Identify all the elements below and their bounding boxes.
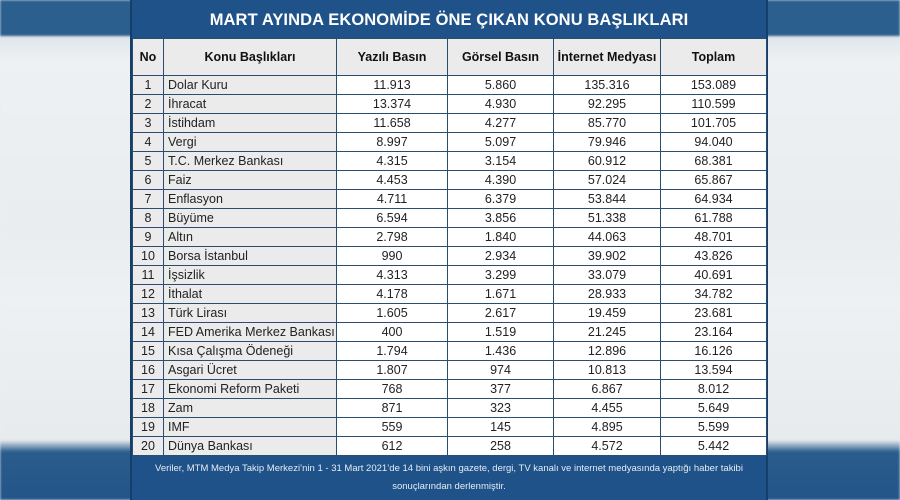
row-gorsel-basin: 145 [448, 418, 554, 437]
header-yazili-basin: Yazılı Basın [337, 39, 448, 76]
row-topic: Dünya Bankası [164, 437, 337, 456]
row-toplam: 13.594 [661, 361, 767, 380]
table-row [133, 228, 767, 247]
row-internet-medyasi: 92.295 [554, 95, 661, 114]
row-gorsel-basin: 3.299 [448, 266, 554, 285]
row-toplam: 68.381 [661, 152, 767, 171]
row-gorsel-basin: 1.519 [448, 323, 554, 342]
row-internet-medyasi: 51.338 [554, 209, 661, 228]
table-row [133, 285, 767, 304]
row-no: 12 [133, 285, 164, 304]
row-internet-medyasi: 57.024 [554, 171, 661, 190]
row-toplam: 5.599 [661, 418, 767, 437]
table-row [133, 266, 767, 285]
row-internet-medyasi: 19.459 [554, 304, 661, 323]
row-gorsel-basin: 1.436 [448, 342, 554, 361]
row-no: 6 [133, 171, 164, 190]
row-no: 8 [133, 209, 164, 228]
row-internet-medyasi: 4.572 [554, 437, 661, 456]
row-internet-medyasi: 60.912 [554, 152, 661, 171]
row-toplam: 16.126 [661, 342, 767, 361]
table-row [133, 380, 767, 399]
row-gorsel-basin: 2.934 [448, 247, 554, 266]
row-topic: Altın [164, 228, 337, 247]
row-yazili-basin: 1.605 [337, 304, 448, 323]
row-no: 17 [133, 380, 164, 399]
row-yazili-basin: 400 [337, 323, 448, 342]
row-internet-medyasi: 4.895 [554, 418, 661, 437]
row-no: 10 [133, 247, 164, 266]
row-toplam: 5.649 [661, 399, 767, 418]
row-yazili-basin: 4.178 [337, 285, 448, 304]
row-yazili-basin: 4.313 [337, 266, 448, 285]
table-row [133, 152, 767, 171]
page-title: MART AYINDA EKONOMİDE ÖNE ÇIKAN KONU BAŞLIKLARI [209, 11, 689, 29]
row-topic: Borsa İstanbul [164, 247, 337, 266]
row-yazili-basin: 11.913 [337, 76, 448, 95]
row-toplam: 8.012 [661, 380, 767, 399]
row-toplam: 94.040 [661, 133, 767, 152]
row-gorsel-basin: 258 [448, 437, 554, 456]
row-topic: Asgari Ücret [164, 361, 337, 380]
blurred-background-left [0, 0, 135, 500]
row-internet-medyasi: 79.946 [554, 133, 661, 152]
row-yazili-basin: 871 [337, 399, 448, 418]
row-toplam: 23.164 [661, 323, 767, 342]
source-note [132, 456, 766, 496]
row-no: 13 [133, 304, 164, 323]
row-gorsel-basin: 1.840 [448, 228, 554, 247]
row-yazili-basin: 4.711 [337, 190, 448, 209]
header-internet-medyasi: İnternet Medyası [554, 39, 661, 76]
infographic-panel [130, 0, 768, 500]
row-no: 5 [133, 152, 164, 171]
row-no: 16 [133, 361, 164, 380]
row-topic: Faiz [164, 171, 337, 190]
table-row [133, 133, 767, 152]
row-gorsel-basin: 3.154 [448, 152, 554, 171]
row-yazili-basin: 4.315 [337, 152, 448, 171]
table-row [133, 418, 767, 437]
row-no: 2 [133, 95, 164, 114]
row-internet-medyasi: 33.079 [554, 266, 661, 285]
row-internet-medyasi: 12.896 [554, 342, 661, 361]
table-row [133, 361, 767, 380]
row-topic: İhracat [164, 95, 337, 114]
row-gorsel-basin: 3.856 [448, 209, 554, 228]
row-no: 9 [133, 228, 164, 247]
row-toplam: 101.705 [661, 114, 767, 133]
row-yazili-basin: 612 [337, 437, 448, 456]
row-yazili-basin: 768 [337, 380, 448, 399]
row-no: 3 [133, 114, 164, 133]
row-topic: Zam [164, 399, 337, 418]
row-topic: Kısa Çalışma Ödeneği [164, 342, 337, 361]
row-no: 18 [133, 399, 164, 418]
row-internet-medyasi: 6.867 [554, 380, 661, 399]
row-yazili-basin: 1.794 [337, 342, 448, 361]
header-topic: Konu Başlıkları [164, 39, 337, 76]
row-yazili-basin: 8.997 [337, 133, 448, 152]
table-row [133, 437, 767, 456]
row-toplam: 110.599 [661, 95, 767, 114]
header-toplam: Toplam [661, 39, 767, 76]
row-gorsel-basin: 4.930 [448, 95, 554, 114]
row-gorsel-basin: 4.277 [448, 114, 554, 133]
row-no: 14 [133, 323, 164, 342]
row-internet-medyasi: 10.813 [554, 361, 661, 380]
table-row [133, 76, 767, 95]
row-topic: Vergi [164, 133, 337, 152]
row-toplam: 61.788 [661, 209, 767, 228]
row-gorsel-basin: 4.390 [448, 171, 554, 190]
row-topic: Dolar Kuru [164, 76, 337, 95]
row-no: 19 [133, 418, 164, 437]
row-gorsel-basin: 377 [448, 380, 554, 399]
row-toplam: 40.691 [661, 266, 767, 285]
table-row [133, 323, 767, 342]
table-row [133, 304, 767, 323]
table-header-row [133, 39, 767, 76]
row-topic: Enflasyon [164, 190, 337, 209]
row-toplam: 153.089 [661, 76, 767, 95]
row-yazili-basin: 2.798 [337, 228, 448, 247]
row-toplam: 65.867 [661, 171, 767, 190]
row-no: 20 [133, 437, 164, 456]
row-gorsel-basin: 974 [448, 361, 554, 380]
topics-table [132, 38, 767, 456]
table-row [133, 209, 767, 228]
row-internet-medyasi: 85.770 [554, 114, 661, 133]
row-topic: T.C. Merkez Bankası [164, 152, 337, 171]
row-yazili-basin: 990 [337, 247, 448, 266]
row-gorsel-basin: 323 [448, 399, 554, 418]
row-topic: İstihdam [164, 114, 337, 133]
row-topic: FED Amerika Merkez Bankası [164, 323, 337, 342]
row-internet-medyasi: 39.902 [554, 247, 661, 266]
row-internet-medyasi: 135.316 [554, 76, 661, 95]
row-no: 1 [133, 76, 164, 95]
row-topic: İşsizlik [164, 266, 337, 285]
row-topic: Büyüme [164, 209, 337, 228]
row-yazili-basin: 1.807 [337, 361, 448, 380]
row-no: 11 [133, 266, 164, 285]
table-row [133, 190, 767, 209]
table-row [133, 247, 767, 266]
row-toplam: 48.701 [661, 228, 767, 247]
row-topic: İthalat [164, 285, 337, 304]
row-internet-medyasi: 28.933 [554, 285, 661, 304]
row-gorsel-basin: 2.617 [448, 304, 554, 323]
table-row [133, 114, 767, 133]
header-gorsel-basin: Görsel Basın [448, 39, 554, 76]
row-toplam: 5.442 [661, 437, 767, 456]
source-note-line-2: sonuçlarından derlenmiştir. [392, 481, 506, 492]
blurred-background-right [760, 0, 900, 500]
row-toplam: 43.826 [661, 247, 767, 266]
row-internet-medyasi: 44.063 [554, 228, 661, 247]
source-note-line-1: Veriler, MTM Medya Takip Merkezi’nin 1 - 31 Mart 2021’de 14 bini aşkın gazete, dergi, TV kanalı ve internet medyasında yaptığı haber takibi [155, 463, 743, 474]
row-yazili-basin: 13.374 [337, 95, 448, 114]
row-topic: Ekonomi Reform Paketi [164, 380, 337, 399]
row-no: 4 [133, 133, 164, 152]
row-toplam: 64.934 [661, 190, 767, 209]
row-toplam: 34.782 [661, 285, 767, 304]
table-body [133, 76, 767, 456]
row-yazili-basin: 4.453 [337, 171, 448, 190]
row-yazili-basin: 6.594 [337, 209, 448, 228]
row-gorsel-basin: 5.097 [448, 133, 554, 152]
row-no: 15 [133, 342, 164, 361]
table-row [133, 399, 767, 418]
row-internet-medyasi: 21.245 [554, 323, 661, 342]
row-yazili-basin: 11.658 [337, 114, 448, 133]
row-gorsel-basin: 6.379 [448, 190, 554, 209]
row-yazili-basin: 559 [337, 418, 448, 437]
row-toplam: 23.681 [661, 304, 767, 323]
row-gorsel-basin: 1.671 [448, 285, 554, 304]
header-no: No [133, 39, 164, 76]
row-internet-medyasi: 4.455 [554, 399, 661, 418]
row-topic: IMF [164, 418, 337, 437]
row-gorsel-basin: 5.860 [448, 76, 554, 95]
row-no: 7 [133, 190, 164, 209]
table-row [133, 171, 767, 190]
table-row [133, 95, 767, 114]
table-row [133, 342, 767, 361]
row-topic: Türk Lirası [164, 304, 337, 323]
row-internet-medyasi: 53.844 [554, 190, 661, 209]
